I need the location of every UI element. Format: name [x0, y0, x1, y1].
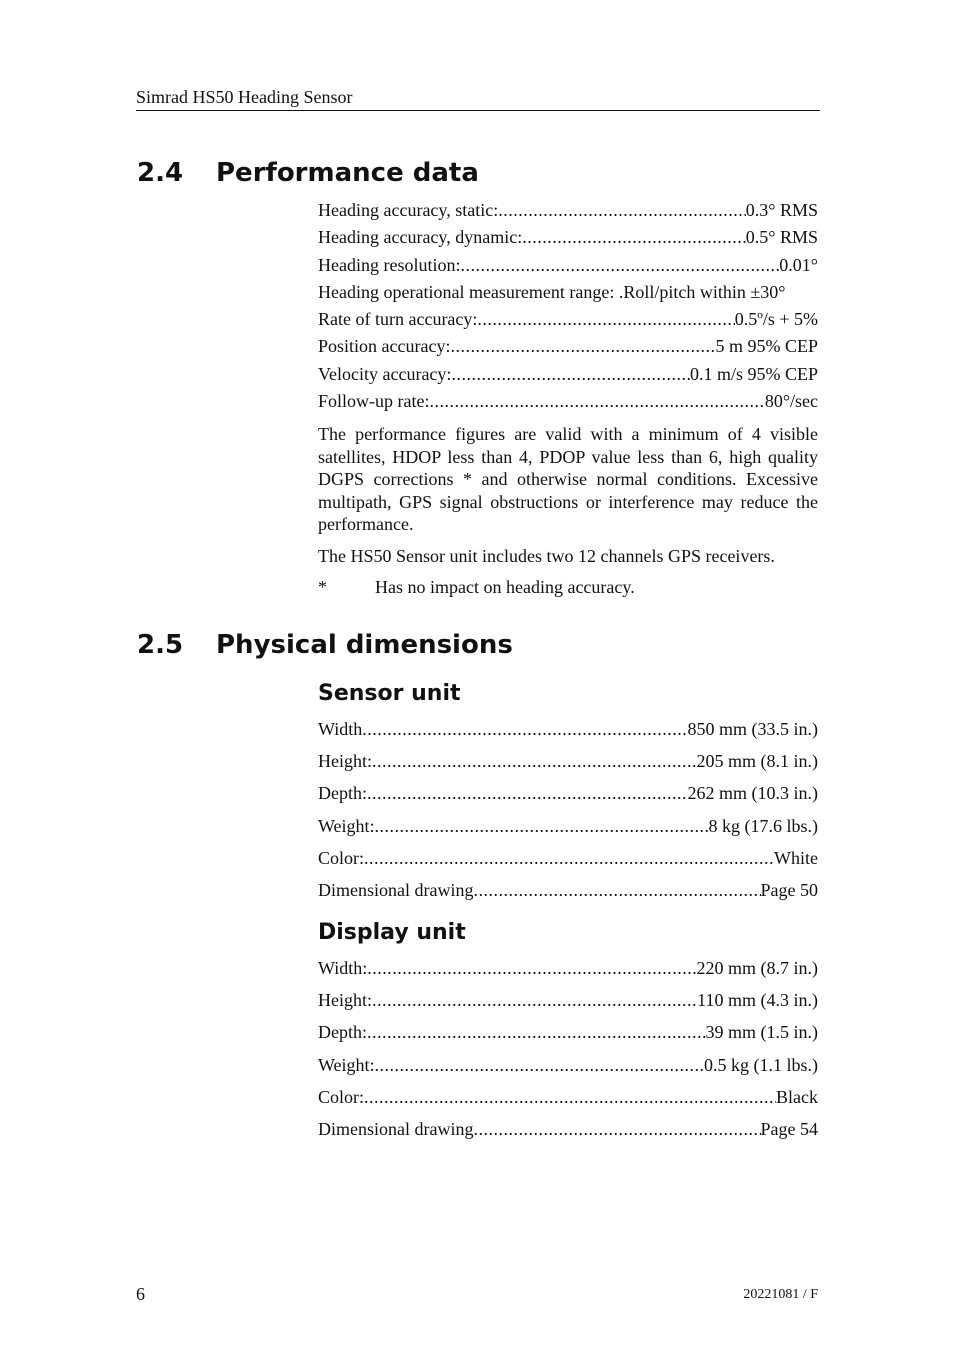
spec-row [318, 1118, 818, 1150]
spec-row [318, 363, 818, 390]
spec-value: 110 mm (4.3 in.) [697, 990, 818, 1011]
spec-row [318, 989, 818, 1021]
section-number: 2.4 [137, 158, 184, 188]
spec-row [318, 226, 818, 253]
spec-row [318, 1021, 818, 1053]
spec-label: Height: [318, 990, 372, 1011]
section-number: 2.5 [137, 630, 184, 660]
dot-leader [450, 335, 715, 357]
dot-leader [372, 989, 697, 1011]
document-number: 20221081 / F [743, 1287, 818, 1302]
performance-note-paragraph: The performance figures are valid with a minimum of 4 visible satellites, HDOP less than 4, PDOP value less than 6, high quality DGPS corrections * and otherwise normal conditions. Excessive multipath, GPS signal obstructions or interference may reduce the performance. [318, 424, 818, 534]
spec-row [318, 847, 818, 879]
spec-row [318, 335, 818, 362]
section-title: Physical dimensions [216, 630, 513, 660]
dot-leader [522, 226, 746, 248]
subheading-display-unit: Display unit [318, 920, 466, 945]
spec-label: Depth: [318, 783, 367, 804]
spec-value: Page 54 [760, 1118, 818, 1139]
spec-row [318, 281, 818, 308]
spec-label: Heading accuracy, dynamic: [318, 227, 523, 248]
spec-value: 5 m 95% CEP [715, 336, 818, 357]
spec-value: 39 mm (1.5 in.) [705, 1022, 818, 1043]
spec-label: Color: [318, 847, 365, 868]
subheading-sensor-unit: Sensor unit [318, 681, 461, 706]
spec-row [318, 1054, 818, 1086]
dot-leader [362, 718, 687, 740]
section-title: Performance data [216, 158, 479, 188]
section-heading-physical-dimensions [137, 630, 827, 660]
dot-leader [460, 254, 779, 276]
dot-leader [429, 390, 764, 412]
footnote-text: Has no impact on heading accuracy. [375, 577, 635, 597]
spec-label: Dimensional drawing [318, 1118, 474, 1139]
spec-value: 0.1 m/s 95% CEP [689, 363, 818, 384]
spec-label: Height: [318, 751, 372, 772]
dot-leader [473, 879, 760, 901]
spec-label: Color: [318, 1086, 365, 1107]
spec-label: Depth: [318, 1022, 367, 1043]
sensor-unit-spec-list [318, 718, 818, 911]
dot-leader [367, 957, 696, 979]
spec-row [318, 957, 818, 989]
spec-value: 0.5º/s + 5% [734, 309, 818, 330]
dot-leader [375, 815, 709, 837]
footnote-mark: * [318, 577, 327, 597]
dot-leader [364, 847, 774, 869]
spec-row [318, 254, 818, 281]
spec-value: 8 kg (17.6 lbs.) [708, 815, 818, 836]
spec-label: Heading operational measurement range: . [318, 281, 624, 302]
dot-leader [498, 199, 746, 221]
spec-row [318, 199, 818, 226]
spec-value: 80°/sec [764, 391, 818, 412]
spec-label: Heading accuracy, static: [318, 200, 499, 220]
spec-label: Follow-up rate: [318, 391, 430, 412]
spec-label: Dimensional drawing [318, 879, 474, 900]
spec-value: Page 50 [760, 879, 818, 900]
dot-leader [451, 363, 690, 385]
spec-label: Rate of turn accuracy: [318, 309, 478, 330]
performance-spec-list [318, 199, 818, 417]
dot-leader [477, 308, 734, 330]
footnote [318, 577, 818, 598]
spec-value: 0.01° [779, 254, 818, 275]
spec-row [318, 308, 818, 335]
spec-label: Velocity accuracy: [318, 363, 452, 384]
dot-leader [367, 1021, 706, 1043]
spec-row [318, 879, 818, 911]
spec-value: 0.5° RMS [745, 227, 818, 248]
spec-row [318, 782, 818, 814]
dot-leader [372, 750, 697, 772]
page-number: 6 [136, 1284, 145, 1304]
spec-row [318, 718, 818, 750]
running-header: Simrad HS50 Heading Sensor [136, 87, 820, 111]
spec-row [318, 390, 818, 417]
spec-value: Roll/pitch within ±30° [623, 281, 786, 302]
spec-label: Width [318, 719, 363, 739]
spec-label: Weight: [318, 815, 375, 836]
spec-value: 0.3° RMS [745, 200, 818, 220]
dot-leader [473, 1118, 760, 1140]
spec-row [318, 750, 818, 782]
spec-row [318, 815, 818, 847]
spec-value: 205 mm (8.1 in.) [696, 751, 818, 772]
display-unit-spec-list [318, 957, 818, 1150]
spec-value: 850 mm (33.5 in.) [687, 719, 818, 739]
spec-value: 262 mm (10.3 in.) [687, 783, 818, 804]
dot-leader [367, 782, 688, 804]
spec-value: 0.5 kg (1.1 lbs.) [704, 1054, 818, 1075]
spec-value: 220 mm (8.7 in.) [696, 958, 818, 978]
section-heading-performance-data [137, 158, 827, 188]
dot-leader [375, 1054, 704, 1076]
spec-row [318, 1086, 818, 1118]
gps-receivers-paragraph: The HS50 Sensor unit includes two 12 channels GPS receivers. [318, 546, 775, 566]
spec-value: White [774, 847, 818, 868]
spec-label: Width: [318, 958, 368, 978]
spec-label: Heading resolution: [318, 254, 461, 275]
spec-label: Position accuracy: [318, 336, 451, 357]
spec-value: Black [776, 1086, 818, 1107]
spec-label: Weight: [318, 1054, 375, 1075]
dot-leader [364, 1086, 776, 1108]
